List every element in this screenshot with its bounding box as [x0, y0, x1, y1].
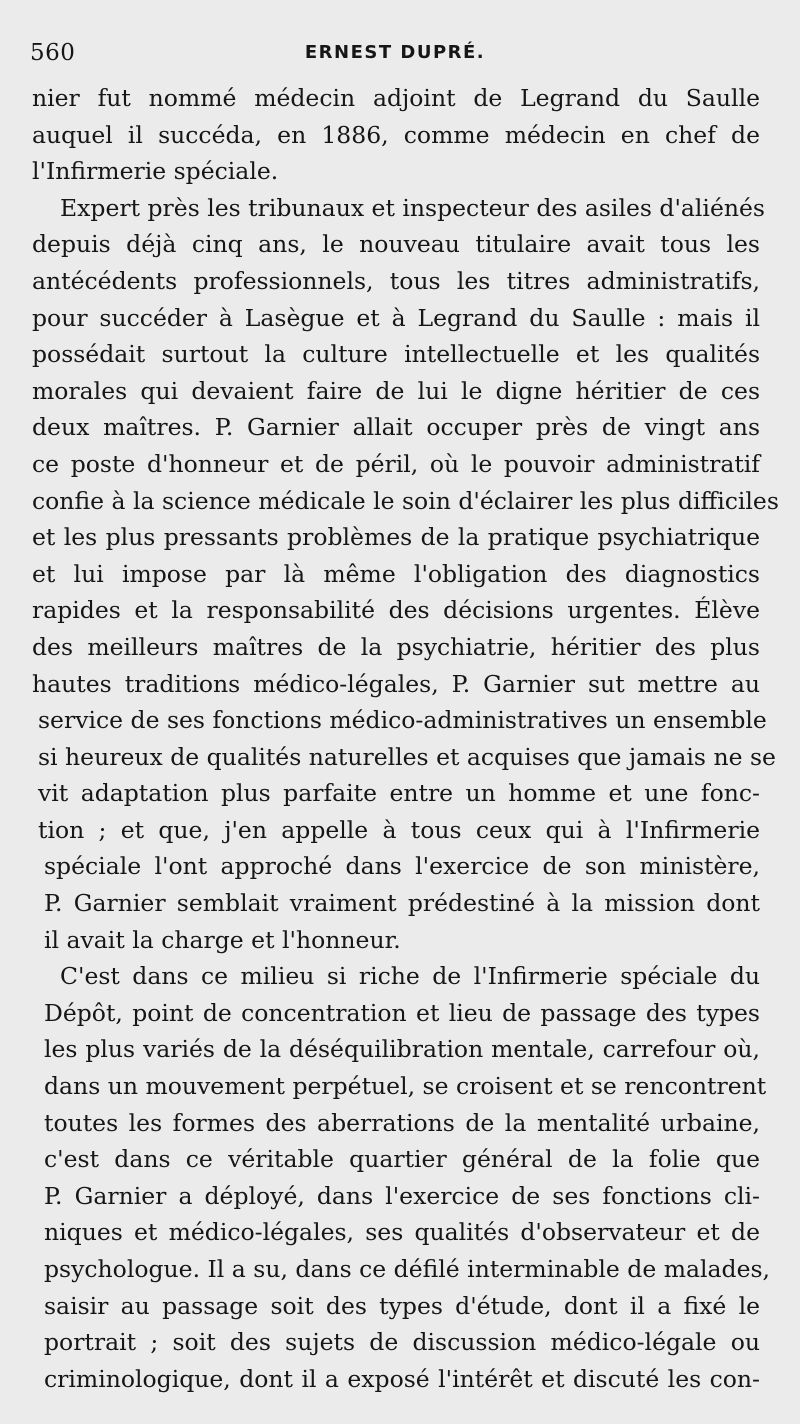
text-line: morales qui devaient faire de lui le digne héritier de ces	[32, 376, 760, 405]
text-line: C'est dans ce milieu si riche de l'Infirmerie spéciale du	[60, 962, 760, 991]
text-line: confie à la science médicale le soin d'éclairer les plus difficiles	[32, 486, 779, 515]
text-line: Dépôt, point de concentration et lieu de passage des types	[44, 998, 760, 1027]
text-line: service de ses fonctions médico-administratives un ensemble	[38, 706, 767, 735]
text-line: il avait la charge et l'honneur.	[44, 925, 401, 954]
text-line: hautes traditions médico-légales, P. Garnier sut mettre au	[32, 669, 760, 698]
text-line: c'est dans ce véritable quartier général de la folie que	[44, 1145, 760, 1174]
text-line: si heureux de qualités naturelles et acquises que jamais ne se	[38, 742, 776, 771]
text-line: l'Infirmerie spéciale.	[32, 157, 279, 186]
text-line: rapides et la responsabilité des décisions urgentes. Élève	[32, 596, 760, 625]
text-line: niques et médico-légales, ses qualités d'observateur et de	[44, 1218, 760, 1247]
body-text	[32, 80, 779, 1397]
text-line: et lui impose par là même l'obligation des diagnostics	[32, 559, 760, 588]
text-line: portrait ; soit des sujets de discussion médico-légale ou	[44, 1328, 760, 1357]
text-line: nier fut nommé médecin adjoint de Legrand du Saulle	[32, 84, 760, 112]
page-number: 560	[30, 40, 76, 66]
text-line: depuis déjà cinq ans, le nouveau titulaire avait tous les	[32, 230, 760, 259]
text-line: possédait surtout la culture intellectuelle et les qualités	[32, 340, 760, 369]
text-line: criminologique, dont il a exposé l'intérêt et discuté les con-	[44, 1364, 760, 1393]
text-line: toutes les formes des aberrations de la mentalité urbaine,	[44, 1108, 760, 1137]
page-header	[30, 36, 760, 76]
text-line: Expert près les tribunaux et inspecteur des asiles d'aliénés	[60, 193, 765, 222]
text-line: saisir au passage soit des types d'étude, dont il a fixé le	[44, 1291, 760, 1320]
text-line: dans un mouvement perpétuel, se croisent et se rencontrent	[44, 1072, 767, 1101]
text-line: des meilleurs maîtres de la psychiatrie, héritier des plus	[32, 632, 760, 661]
text-line: P. Garnier a déployé, dans l'exercice de ses fonctions cli-	[44, 1181, 760, 1210]
text-line: antécédents professionnels, tous les titres administratifs,	[32, 266, 760, 295]
text-line: vit adaptation plus parfaite entre un homme et une fonc-	[38, 779, 760, 808]
text-line: tion ; et que, j'en appelle à tous ceux qui à l'Infirmerie	[38, 815, 760, 844]
text-line: ce poste d'honneur et de péril, où le pouvoir administratif	[32, 449, 760, 478]
text-line: P. Garnier semblait vraiment prédestiné à la mission dont	[44, 889, 760, 918]
text-line: et les plus pressants problèmes de la pratique psychiatrique	[32, 523, 760, 552]
text-line: spéciale l'ont approché dans l'exercice de son ministère,	[44, 852, 760, 881]
text-line: auquel il succéda, en 1886, comme médecin en chef de	[32, 120, 760, 149]
text-line: pour succéder à Lasègue et à Legrand du Saulle : mais il	[32, 303, 760, 332]
text-line: les plus variés de la déséquilibration mentale, carrefour où,	[44, 1035, 760, 1064]
text-line: psychologue. Il a su, dans ce défilé interminable de malades,	[44, 1255, 771, 1283]
text-line: deux maîtres. P. Garnier allait occuper près de vingt ans	[32, 413, 760, 442]
running-head: ERNEST DUPRÉ.	[304, 42, 486, 63]
